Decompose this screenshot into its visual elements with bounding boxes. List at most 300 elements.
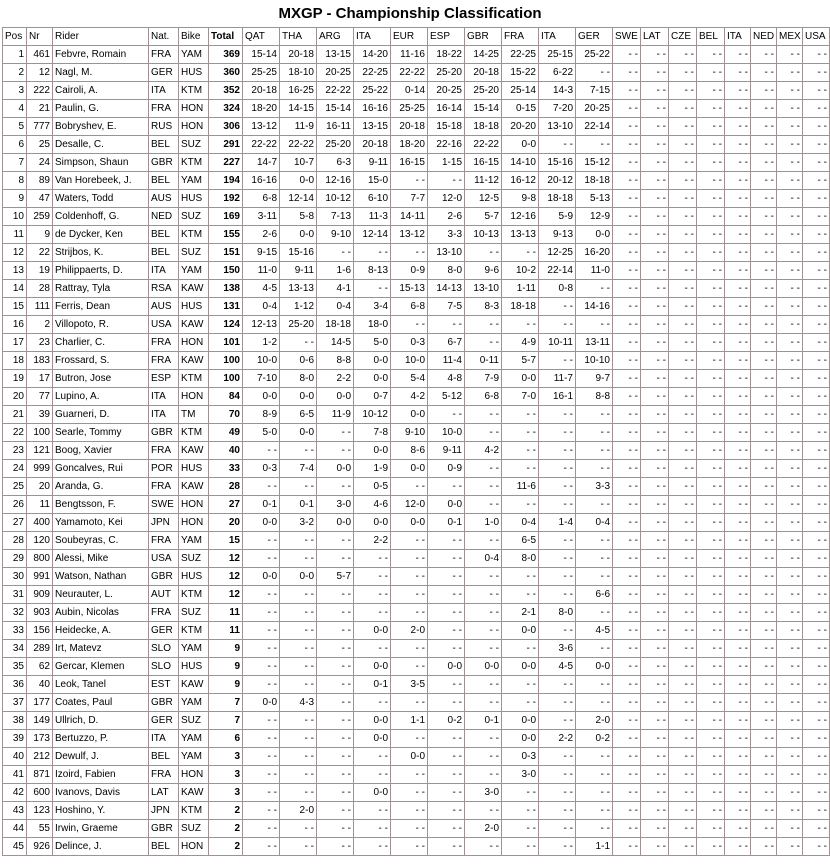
result-cell: - - (725, 406, 751, 424)
result-cell: 22-16 (428, 136, 465, 154)
result-cell: - - (317, 640, 354, 658)
result-cell: - - (803, 442, 830, 460)
result-cell: 11-9 (280, 118, 317, 136)
table-row (3, 46, 830, 64)
result-cell: - - (803, 514, 830, 532)
result-cell: 0-1 (243, 496, 280, 514)
nr-cell: 871 (27, 766, 53, 784)
result-cell: 6-5 (280, 406, 317, 424)
result-cell: - - (428, 748, 465, 766)
result-cell: 0-0 (502, 712, 539, 730)
result-cell: 25-22 (576, 46, 613, 64)
result-cell: 6-8 (391, 298, 428, 316)
result-cell: - - (465, 802, 502, 820)
result-cell: - - (576, 496, 613, 514)
result-cell: 5-0 (354, 334, 391, 352)
table-row (3, 712, 830, 730)
bike-cell: HUS (179, 568, 209, 586)
result-cell: 15-0 (354, 172, 391, 190)
result-cell: - - (465, 244, 502, 262)
result-cell: 7-13 (317, 208, 354, 226)
result-cell: 8-6 (391, 442, 428, 460)
result-cell: - - (751, 604, 777, 622)
result-cell: - - (803, 82, 830, 100)
result-cell: 1-1 (576, 838, 613, 856)
table-row (3, 172, 830, 190)
result-cell: - - (725, 352, 751, 370)
result-cell: - - (803, 640, 830, 658)
rider-cell: Rattray, Tyla (53, 280, 149, 298)
result-cell: - - (539, 838, 576, 856)
result-cell: - - (539, 820, 576, 838)
result-cell: - - (641, 532, 669, 550)
rider-cell: Ivanovs, Davis (53, 784, 149, 802)
result-cell: - - (669, 172, 697, 190)
result-cell: 18-18 (465, 118, 502, 136)
result-cell: - - (641, 658, 669, 676)
result-cell: - - (803, 172, 830, 190)
result-cell: 9-11 (280, 262, 317, 280)
result-cell: 13-12 (391, 226, 428, 244)
result-cell: 5-9 (539, 208, 576, 226)
nr-cell: 212 (27, 748, 53, 766)
result-cell: - - (641, 550, 669, 568)
result-cell: - - (465, 622, 502, 640)
result-cell: - - (697, 64, 725, 82)
result-cell: - - (280, 784, 317, 802)
table-row (3, 640, 830, 658)
result-cell: 7-9 (465, 370, 502, 388)
result-cell: - - (428, 406, 465, 424)
bike-cell: HUS (179, 460, 209, 478)
result-cell: 0-0 (317, 460, 354, 478)
result-cell: 0-1 (280, 496, 317, 514)
result-cell: - - (465, 478, 502, 496)
nr-cell: 11 (27, 496, 53, 514)
rider-cell: Alessi, Mike (53, 550, 149, 568)
result-cell: - - (317, 424, 354, 442)
result-cell: - - (428, 316, 465, 334)
result-cell: 3-0 (465, 784, 502, 802)
nr-cell: 259 (27, 208, 53, 226)
result-cell: 22-22 (280, 136, 317, 154)
nr-cell: 177 (27, 694, 53, 712)
result-cell: - - (539, 478, 576, 496)
result-cell: - - (428, 604, 465, 622)
result-cell: - - (428, 676, 465, 694)
result-cell: - - (697, 748, 725, 766)
total-cell: 70 (209, 406, 243, 424)
result-cell: 3-2 (280, 514, 317, 532)
bike-cell: TM (179, 406, 209, 424)
result-cell: 0-2 (576, 730, 613, 748)
rider-cell: Gercar, Klemen (53, 658, 149, 676)
total-cell: 2 (209, 820, 243, 838)
result-cell: 0-7 (354, 388, 391, 406)
nat-cell: EST (149, 676, 179, 694)
column-header: Rider (53, 28, 149, 46)
total-cell: 6 (209, 730, 243, 748)
result-cell: - - (777, 478, 803, 496)
total-cell: 9 (209, 658, 243, 676)
result-cell: - - (669, 496, 697, 514)
result-cell: - - (613, 154, 641, 172)
result-cell: - - (751, 154, 777, 172)
table-row (3, 280, 830, 298)
nat-cell: BEL (149, 838, 179, 856)
result-cell: - - (777, 298, 803, 316)
result-cell: - - (725, 136, 751, 154)
result-cell: 5-8 (280, 208, 317, 226)
result-cell: 3-3 (576, 478, 613, 496)
result-cell: 11-16 (391, 46, 428, 64)
nr-cell: 77 (27, 388, 53, 406)
result-cell: - - (725, 496, 751, 514)
result-cell: 16-12 (502, 172, 539, 190)
result-cell: - - (576, 442, 613, 460)
result-cell: - - (539, 298, 576, 316)
result-cell: 25-25 (391, 100, 428, 118)
total-cell: 2 (209, 838, 243, 856)
result-cell: 2-0 (576, 712, 613, 730)
result-cell: - - (725, 820, 751, 838)
result-cell: - - (280, 820, 317, 838)
result-cell: - - (669, 100, 697, 118)
result-cell: 20-25 (317, 64, 354, 82)
nat-cell: RSA (149, 280, 179, 298)
result-cell: - - (502, 784, 539, 802)
result-cell: - - (803, 802, 830, 820)
result-cell: - - (669, 676, 697, 694)
result-cell: 10-2 (502, 262, 539, 280)
result-cell: - - (725, 514, 751, 532)
result-cell: 15-18 (428, 118, 465, 136)
result-cell: 7-15 (576, 82, 613, 100)
table-row (3, 226, 830, 244)
pos-cell: 30 (3, 568, 27, 586)
result-cell: - - (391, 172, 428, 190)
result-cell: - - (697, 532, 725, 550)
page-title: MXGP - Championship Classification (278, 5, 542, 22)
result-cell: - - (613, 334, 641, 352)
pos-cell: 15 (3, 298, 27, 316)
result-cell: - - (576, 550, 613, 568)
result-cell: - - (669, 334, 697, 352)
column-header: ITA (725, 28, 751, 46)
nat-cell: FRA (149, 46, 179, 64)
pos-cell: 35 (3, 658, 27, 676)
result-cell: 0-0 (502, 730, 539, 748)
result-cell: - - (697, 190, 725, 208)
bike-cell: SUZ (179, 244, 209, 262)
result-cell: 6-3 (317, 154, 354, 172)
result-cell: 14-13 (428, 280, 465, 298)
column-header: Nr (27, 28, 53, 46)
rider-cell: Coldenhoff, G. (53, 208, 149, 226)
result-cell: - - (777, 442, 803, 460)
result-cell: - - (777, 766, 803, 784)
result-cell: 25-20 (280, 316, 317, 334)
nr-cell: 121 (27, 442, 53, 460)
column-header: Pos (3, 28, 27, 46)
bike-cell: SUZ (179, 208, 209, 226)
result-cell: 8-13 (354, 262, 391, 280)
table-row (3, 568, 830, 586)
result-cell: - - (803, 658, 830, 676)
nr-cell: 909 (27, 586, 53, 604)
result-cell: - - (725, 802, 751, 820)
result-cell: - - (697, 694, 725, 712)
rider-cell: Neurauter, L. (53, 586, 149, 604)
result-cell: 15-12 (576, 154, 613, 172)
result-cell: 0-4 (465, 550, 502, 568)
result-cell: - - (751, 838, 777, 856)
result-cell: 4-3 (280, 694, 317, 712)
result-cell: - - (539, 532, 576, 550)
result-cell: - - (803, 352, 830, 370)
result-cell: - - (697, 280, 725, 298)
result-cell: - - (751, 730, 777, 748)
result-cell: 10-0 (391, 352, 428, 370)
rider-cell: Cairoli, A. (53, 82, 149, 100)
result-cell: - - (725, 694, 751, 712)
result-cell: - - (641, 82, 669, 100)
result-cell: - - (725, 370, 751, 388)
result-cell: - - (669, 136, 697, 154)
result-cell: - - (641, 424, 669, 442)
result-cell: - - (751, 64, 777, 82)
result-cell: 0-9 (428, 460, 465, 478)
pos-cell: 44 (3, 820, 27, 838)
result-cell: - - (697, 640, 725, 658)
result-cell: 0-0 (502, 622, 539, 640)
column-header: EUR (391, 28, 428, 46)
pos-cell: 9 (3, 190, 27, 208)
rider-cell: Boog, Xavier (53, 442, 149, 460)
result-cell: - - (751, 334, 777, 352)
result-cell: - - (576, 406, 613, 424)
result-cell: - - (613, 100, 641, 118)
result-cell: 11-0 (243, 262, 280, 280)
nr-cell: 40 (27, 676, 53, 694)
total-cell: 84 (209, 388, 243, 406)
result-cell: - - (777, 568, 803, 586)
result-cell: - - (725, 316, 751, 334)
table-row (3, 586, 830, 604)
result-cell: - - (725, 730, 751, 748)
result-cell: - - (725, 784, 751, 802)
result-cell: 13-12 (243, 118, 280, 136)
table-row (3, 604, 830, 622)
result-cell: - - (751, 496, 777, 514)
result-cell: 1-4 (539, 514, 576, 532)
result-cell: 18-18 (502, 298, 539, 316)
nat-cell: SLO (149, 658, 179, 676)
result-cell: 15-16 (280, 244, 317, 262)
result-cell: - - (725, 766, 751, 784)
result-cell: - - (354, 766, 391, 784)
pos-cell: 5 (3, 118, 27, 136)
result-cell: - - (697, 406, 725, 424)
result-cell: - - (539, 748, 576, 766)
result-cell: 16-15 (465, 154, 502, 172)
result-cell: 14-7 (243, 154, 280, 172)
table-body (3, 46, 830, 856)
result-cell: 12-16 (317, 172, 354, 190)
total-cell: 101 (209, 334, 243, 352)
pos-cell: 12 (3, 244, 27, 262)
result-cell: 15-14 (465, 100, 502, 118)
result-cell: 8-0 (428, 262, 465, 280)
result-cell: - - (697, 514, 725, 532)
result-cell: - - (428, 838, 465, 856)
result-cell: - - (502, 460, 539, 478)
result-cell: 22-25 (354, 64, 391, 82)
result-cell: - - (428, 568, 465, 586)
column-header: MEX (777, 28, 803, 46)
result-cell: 12-0 (428, 190, 465, 208)
result-cell: - - (354, 280, 391, 298)
table-row (3, 514, 830, 532)
result-cell: - - (751, 478, 777, 496)
table-row (3, 316, 830, 334)
result-cell: - - (697, 370, 725, 388)
result-cell: 20-20 (502, 118, 539, 136)
column-header: ARG (317, 28, 354, 46)
nr-cell: 12 (27, 64, 53, 82)
result-cell: - - (725, 190, 751, 208)
nr-cell: 123 (27, 802, 53, 820)
result-cell: 0-5 (354, 478, 391, 496)
result-cell: - - (354, 550, 391, 568)
bike-cell: YAM (179, 172, 209, 190)
result-cell: - - (725, 478, 751, 496)
result-cell: - - (354, 820, 391, 838)
result-cell: - - (725, 334, 751, 352)
result-cell: - - (725, 226, 751, 244)
result-cell: - - (669, 424, 697, 442)
result-cell: - - (777, 64, 803, 82)
result-cell: - - (641, 370, 669, 388)
rider-cell: Irt, Matevz (53, 640, 149, 658)
result-cell: - - (777, 640, 803, 658)
result-cell: 0-11 (465, 352, 502, 370)
result-cell: 22-25 (502, 46, 539, 64)
result-cell: - - (391, 784, 428, 802)
nr-cell: 903 (27, 604, 53, 622)
result-cell: - - (280, 478, 317, 496)
result-cell: - - (697, 820, 725, 838)
result-cell: 10-7 (280, 154, 317, 172)
result-cell: - - (777, 532, 803, 550)
result-cell: 10-10 (576, 352, 613, 370)
result-cell: - - (539, 406, 576, 424)
result-cell: 22-22 (243, 136, 280, 154)
result-cell: - - (613, 244, 641, 262)
result-cell: 0-1 (354, 676, 391, 694)
result-cell: - - (539, 802, 576, 820)
result-cell: 14-20 (354, 46, 391, 64)
result-cell: - - (803, 478, 830, 496)
result-cell: - - (697, 784, 725, 802)
result-cell: 2-6 (243, 226, 280, 244)
result-cell: - - (641, 172, 669, 190)
table-row (3, 802, 830, 820)
bike-cell: YAM (179, 748, 209, 766)
result-cell: - - (803, 388, 830, 406)
result-cell: 20-18 (243, 82, 280, 100)
result-cell: 1-15 (428, 154, 465, 172)
result-cell: - - (613, 136, 641, 154)
rider-cell: Febvre, Romain (53, 46, 149, 64)
result-cell: 15-14 (243, 46, 280, 64)
result-cell: - - (280, 658, 317, 676)
result-cell: - - (502, 820, 539, 838)
result-cell: - - (317, 622, 354, 640)
result-cell: 2-6 (428, 208, 465, 226)
result-cell: - - (613, 352, 641, 370)
nat-cell: NED (149, 208, 179, 226)
result-cell: - - (613, 622, 641, 640)
result-cell: - - (777, 820, 803, 838)
result-cell: 18-20 (243, 100, 280, 118)
rider-cell: Van Horebeek, J. (53, 172, 149, 190)
result-cell: - - (777, 496, 803, 514)
result-cell: 25-14 (502, 82, 539, 100)
result-cell: - - (725, 298, 751, 316)
result-cell: 0-4 (576, 514, 613, 532)
result-cell: - - (777, 352, 803, 370)
result-cell: - - (803, 370, 830, 388)
result-cell: - - (669, 208, 697, 226)
nat-cell: JPN (149, 802, 179, 820)
total-cell: 11 (209, 622, 243, 640)
result-cell: - - (641, 226, 669, 244)
result-cell: - - (777, 514, 803, 532)
nat-cell: ITA (149, 388, 179, 406)
result-cell: - - (777, 424, 803, 442)
result-cell: - - (391, 640, 428, 658)
pos-cell: 22 (3, 424, 27, 442)
result-cell: 22-22 (465, 136, 502, 154)
result-cell: 6-7 (428, 334, 465, 352)
result-cell: 20-18 (280, 46, 317, 64)
rider-cell: Bertuzzo, P. (53, 730, 149, 748)
bike-cell: KTM (179, 424, 209, 442)
nr-cell: 111 (27, 298, 53, 316)
column-header: FRA (502, 28, 539, 46)
pos-cell: 37 (3, 694, 27, 712)
total-cell: 28 (209, 478, 243, 496)
result-cell: - - (697, 802, 725, 820)
result-cell: 15-16 (539, 154, 576, 172)
result-cell: - - (613, 406, 641, 424)
pos-cell: 27 (3, 514, 27, 532)
result-cell: - - (613, 118, 641, 136)
result-cell: 10-11 (539, 334, 576, 352)
column-header: Total (209, 28, 243, 46)
bike-cell: SUZ (179, 550, 209, 568)
result-cell: - - (669, 532, 697, 550)
nr-cell: 222 (27, 82, 53, 100)
bike-cell: KAW (179, 352, 209, 370)
result-cell: 1-12 (280, 298, 317, 316)
result-cell: - - (502, 406, 539, 424)
result-cell: - - (641, 388, 669, 406)
result-cell: 0-4 (502, 514, 539, 532)
result-cell: - - (641, 316, 669, 334)
result-cell: 4-2 (391, 388, 428, 406)
